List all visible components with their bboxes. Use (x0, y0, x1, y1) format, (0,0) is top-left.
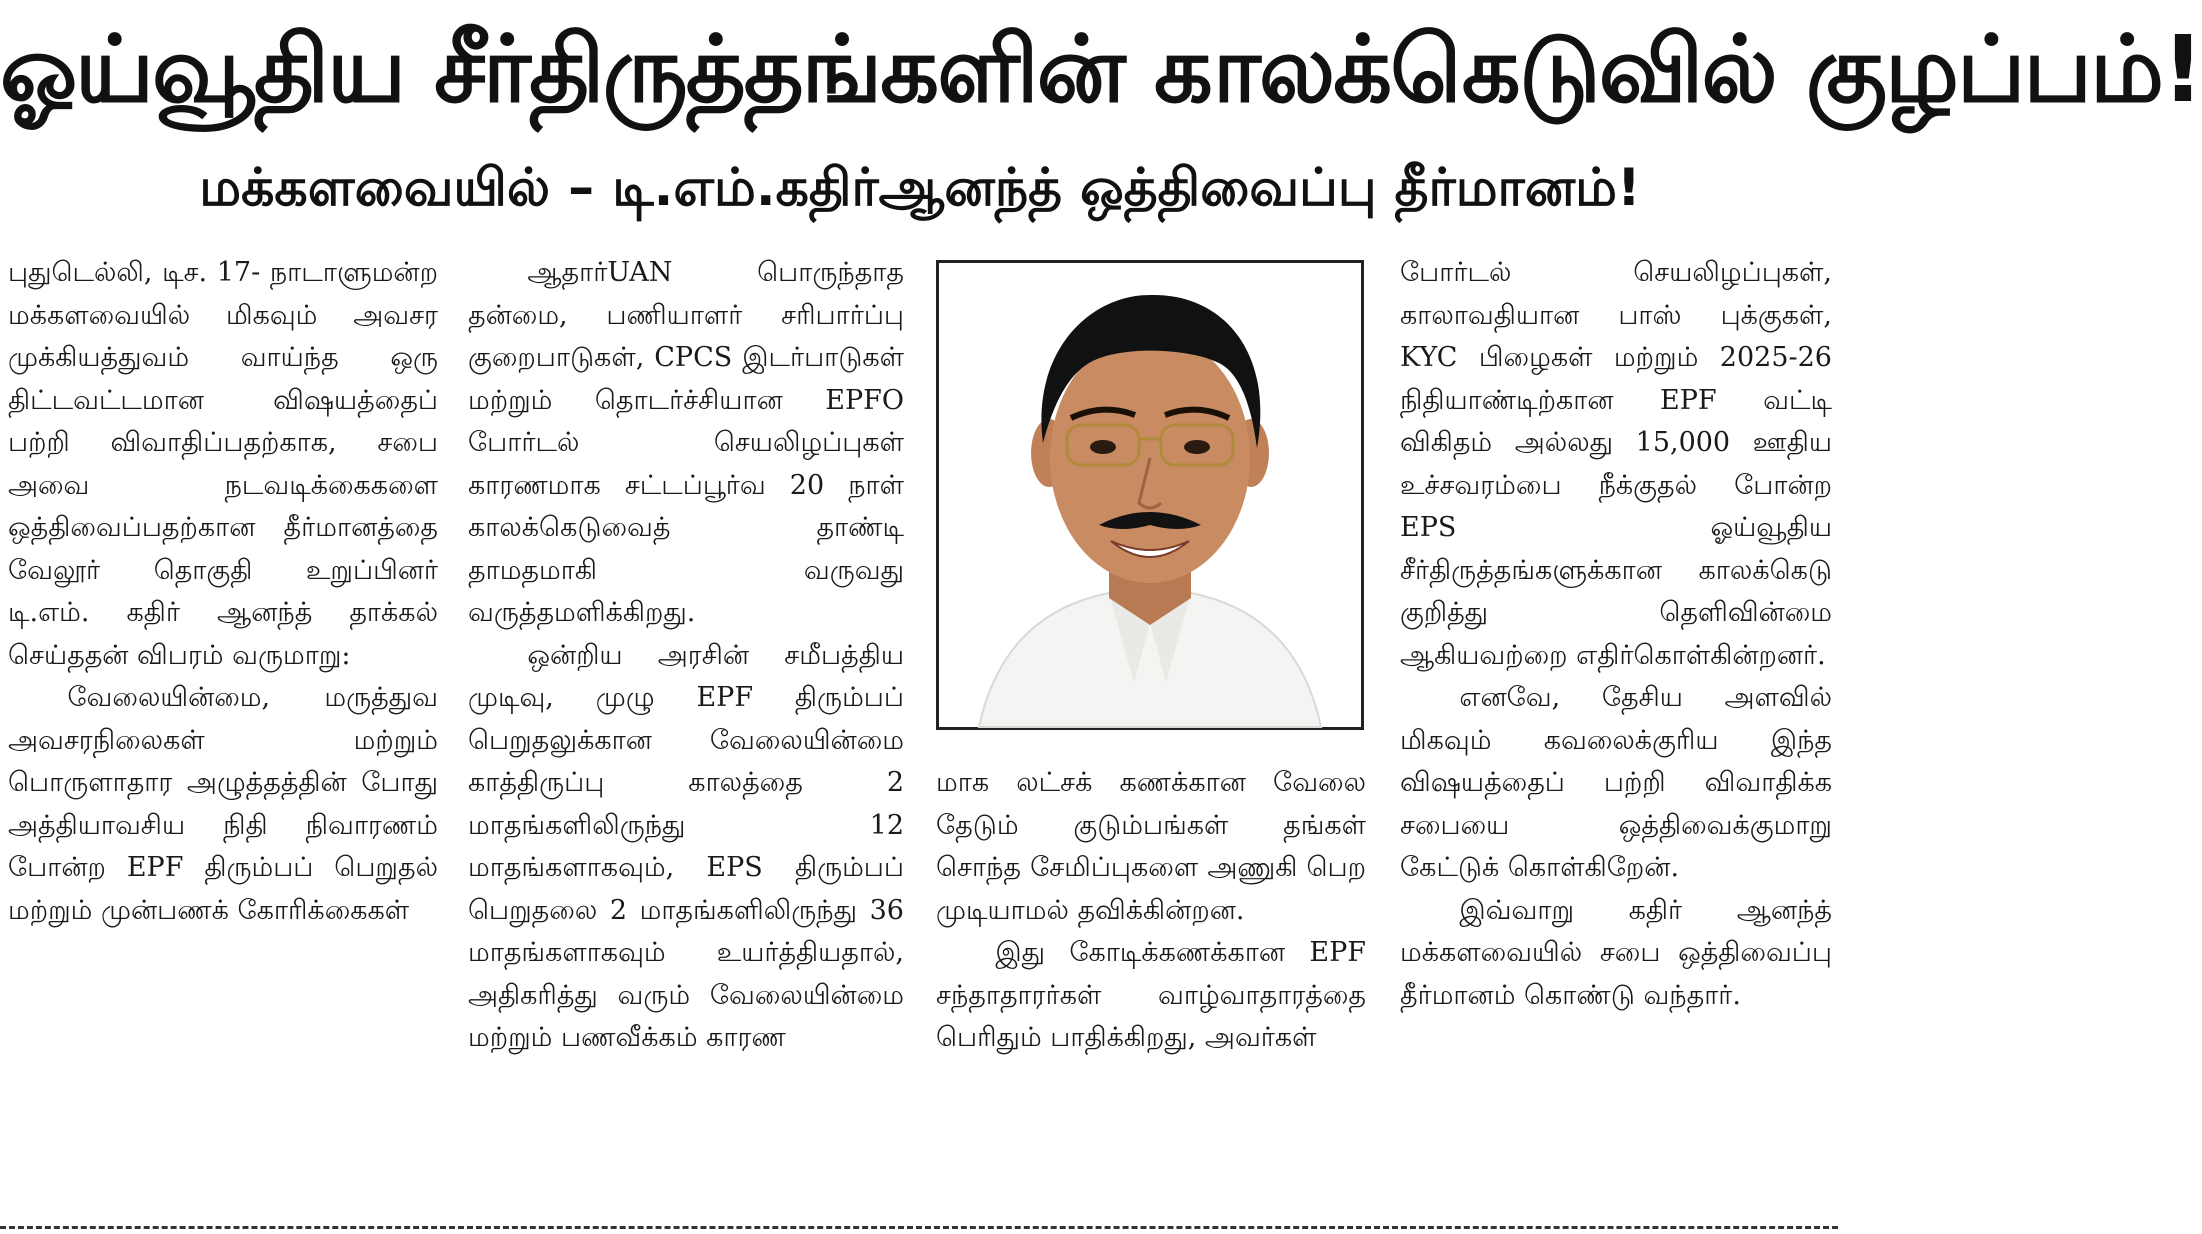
paragraph: இது கோடிக்கணக்கான EPF சந்தாதாரர்கள் வாழ்வாதாரத்தை பெரிதும் பாதிக்கிறது, அவர்கள் (936, 937, 1366, 1053)
article-column-4 (1400, 252, 1832, 1192)
paragraph: இவ்வாறு கதிர் ஆனந்த் மக்களவையில் சபை ஒத்திவைப்பு தீர்மானம் கொண்டு வந்தார். (1400, 894, 1832, 1011)
headline: ஓய்வூதிய சீர்திருத்தங்களின் காலக்கெடுவில் குழப்பம்! (0, 16, 2202, 123)
paragraph: ஆதார்UAN பொருந்தாத தன்மை, பணியாளர் சரிபார்ப்பு குறைபாடுகள், CPCS இடர்பாடுகள் மற்றும் தொடர்ச்சியான EPFO போர்டல் செயலிழப்புகள் காரணமாக சட்டப்பூர்வ 20 நாள் காலக்கெடுவைத் தாண்டி தாமதமாகி வருவது வருத்தமளிக்கிறது. (468, 257, 904, 628)
subheadline: மக்களவையில் – டி.எம்.கதிர்ஆனந்த் ஒத்திவைப்பு தீர்மானம்! (199, 158, 1641, 218)
portrait-illustration (939, 263, 1361, 727)
bottom-dashed-divider (0, 1226, 1838, 1229)
article-column-3 (936, 762, 1366, 1182)
paragraph: வேலையின்மை, மருத்துவ அவசரநிலைகள் மற்றும் பொருளாதார அழுத்தத்தின் போது அத்தியாவசிய நிதி நிவாரணம் போன்ற EPF திரும்பப் பெறுதல் மற்றும் முன்பணக் கோரிக்கைகள் (8, 682, 438, 926)
paragraph: மாக லட்சக் கணக்கான வேலை தேடும் குடும்பங்கள் தங்கள் சொந்த சேமிப்புகளை அணுகி பெற முடியாமல் தவிக்கின்றன. (936, 767, 1366, 926)
article-column-2 (468, 252, 904, 1192)
article-column-1 (8, 252, 438, 1192)
paragraph-dateline: புதுடெல்லி, டிச. 17- நாடாளுமன்ற மக்களவையில் மிகவும் அவசர முக்கியத்துவம் வாய்ந்த ஒரு திட்டவட்டமான விஷயத்தைப் பற்றி விவாதிப்பதற்காக, சபை அவை நடவடிக்கைகளை ஒத்திவைப்பதற்கான தீர்மானத்தை வேலூர் தொகுதி உறுப்பினர் டி.எம். கதிர் ஆனந்த் தாக்கல் செய்ததன் விபரம் வருமாறு: (8, 257, 438, 671)
paragraph: போர்டல் செயலிழப்புகள், காலாவதியான பாஸ் புக்குகள், KYC பிழைகள் மற்றும் 2025-26 நிதியாண்டிற்கான EPF வட்டி விகிதம் அல்லது 15,000 ஊதிய உச்சவரம்பை நீக்குதல் போன்ற EPS ஓய்வூதிய சீர்திருத்தங்களுக்கான காலக்கெடு குறித்து தெளிவின்மை ஆகியவற்றை எதிர்கொள்கின்றனர். (1400, 257, 1832, 671)
paragraph: எனவே, தேசிய அளவில் மிகவும் கவலைக்குரிய இந்த விஷயத்தைப் பற்றி விவாதிக்க சபையை ஒத்திவைக்குமாறு கேட்டுக் கொள்கிறேன். (1400, 682, 1832, 883)
paragraph: ஒன்றிய அரசின் சமீபத்திய முடிவு, முழு EPF திரும்பப் பெறுதலுக்கான வேலையின்மை காத்திருப்பு காலத்தை 2 மாதங்களிலிருந்து 12 மாதங்களாகவும், EPS திரும்பப் பெறுதலை 2 மாதங்களிலிருந்து 36 மாதங்களாகவும் உயர்த்தியதால், அதிகரித்து வரும் வேலையின்மை மற்றும் பணவீக்கம் காரண (468, 639, 904, 1053)
portrait-photo (936, 260, 1364, 730)
